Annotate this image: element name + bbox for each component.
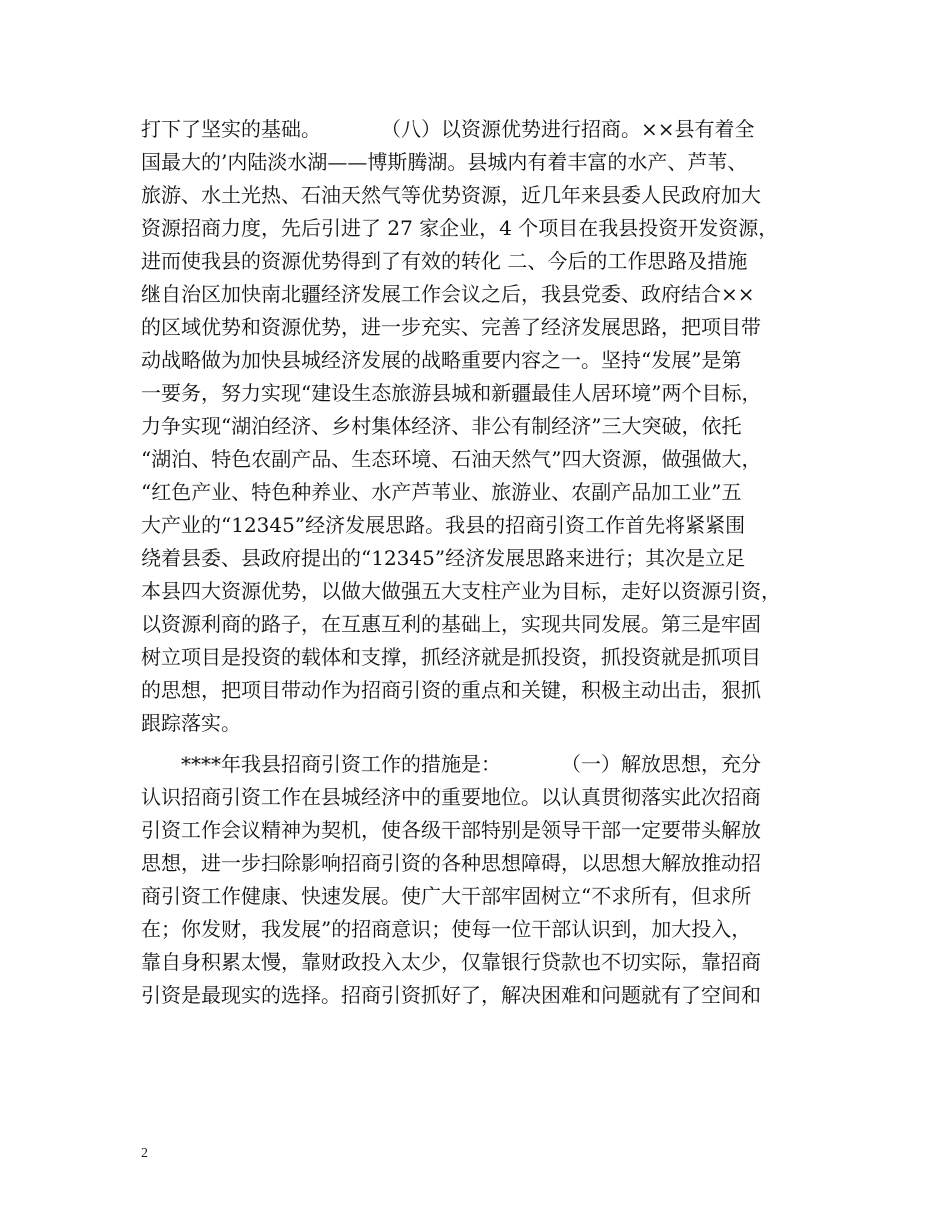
text-line: 旅游、水土光热、石油天然气等优势资源，近几年来县委人民政府加大: [141, 183, 761, 207]
text-line: 资源招商力度，先后引进了 27 家企业，4 个项目在我县投资开发资源，: [141, 216, 779, 240]
text-line: ****年我县招商引资工作的措施是： （一）解放思想，充分: [141, 752, 761, 776]
text-line: 跟踪落实。: [141, 711, 241, 735]
text-line: 思想，进一步扫除影响招商引资的各种思想障碍，以思想大解放推动招: [141, 851, 761, 875]
paragraph-resource-investment: [141, 113, 841, 740]
text-line: 大产业的“12345”经济发展思路。我县的招商引资工作首先将紧紧围: [141, 513, 746, 537]
text-line: 引资工作会议精神为契机，使各级干部特别是领导干部一定要带头解放: [141, 818, 761, 842]
paragraph-investment-measures: [141, 748, 841, 1012]
text-line: 的思想，把项目带动作为招商引资的重点和关键，积极主动出击，狠抓: [141, 678, 761, 702]
text-line: 绕着县委、县政府提出的“12345”经济发展思路来进行；其次是立足: [141, 546, 746, 570]
text-line: 的区域优势和资源优势，进一步充实、完善了经济发展思路，把项目带: [141, 315, 761, 339]
text-line: 动战略做为加快县城经济发展的战略重要内容之一。坚持“发展”是第: [141, 348, 742, 372]
text-line: 进而使我县的资源优势得到了有效的转化 二、今后的工作思路及措施: [141, 249, 748, 273]
text-line: 一要务，努力实现“建设生态旅游县城和新疆最佳人居环境”两个目标，: [141, 381, 762, 405]
text-line: 树立项目是投资的载体和支撑，抓经济就是抓投资，抓投资就是抓项目: [141, 645, 761, 669]
text-line: 力争实现“湖泊经济、乡村集体经济、非公有制经济”三大突破，依托: [141, 414, 742, 438]
text-line: 打下了坚实的基础。 （八）以资源优势进行招商。××县有着全: [141, 117, 755, 141]
text-line: 本县四大资源优势，以做大做强五大支柱产业为目标，走好以资源引资，: [141, 579, 781, 603]
page-number: 2: [141, 1146, 148, 1161]
text-line: “红色产业、特色种养业、水产芦苇业、旅游业、农副产品加工业”五: [141, 480, 742, 504]
text-line: 靠自身积累太慢，靠财政投入太少，仅靠银行贷款也不切实际，靠招商: [141, 950, 761, 974]
text-line: 继自治区加快南北疆经济发展工作会议之后，我县党委、政府结合××: [141, 282, 755, 306]
text-line: “湖泊、特色农副产品、生态环境、石油天然气”四大资源，做强做大，: [141, 447, 762, 471]
text-line: 认识招商引资工作在县城经济中的重要地位。以认真贯彻落实此次招商: [141, 785, 761, 809]
text-line: 国最大的’内陆淡水湖——博斯腾湖。县城内有着丰富的水产、芦苇、: [141, 150, 748, 174]
text-line: 以资源利商的路子，在互惠互利的基础上，实现共同发展。第三是牢固: [141, 612, 761, 636]
document-body: [141, 113, 841, 1012]
text-line: 在；你发财，我发展”的招商意识；使每一位干部认识到，加大投入，: [141, 917, 752, 941]
text-line: 引资是最现实的选择。招商引资抓好了，解决困难和问题就有了空间和: [141, 983, 761, 1007]
text-line: 商引资工作健康、快速发展。使广大干部牢固树立“不求所有，但求所: [141, 884, 752, 908]
